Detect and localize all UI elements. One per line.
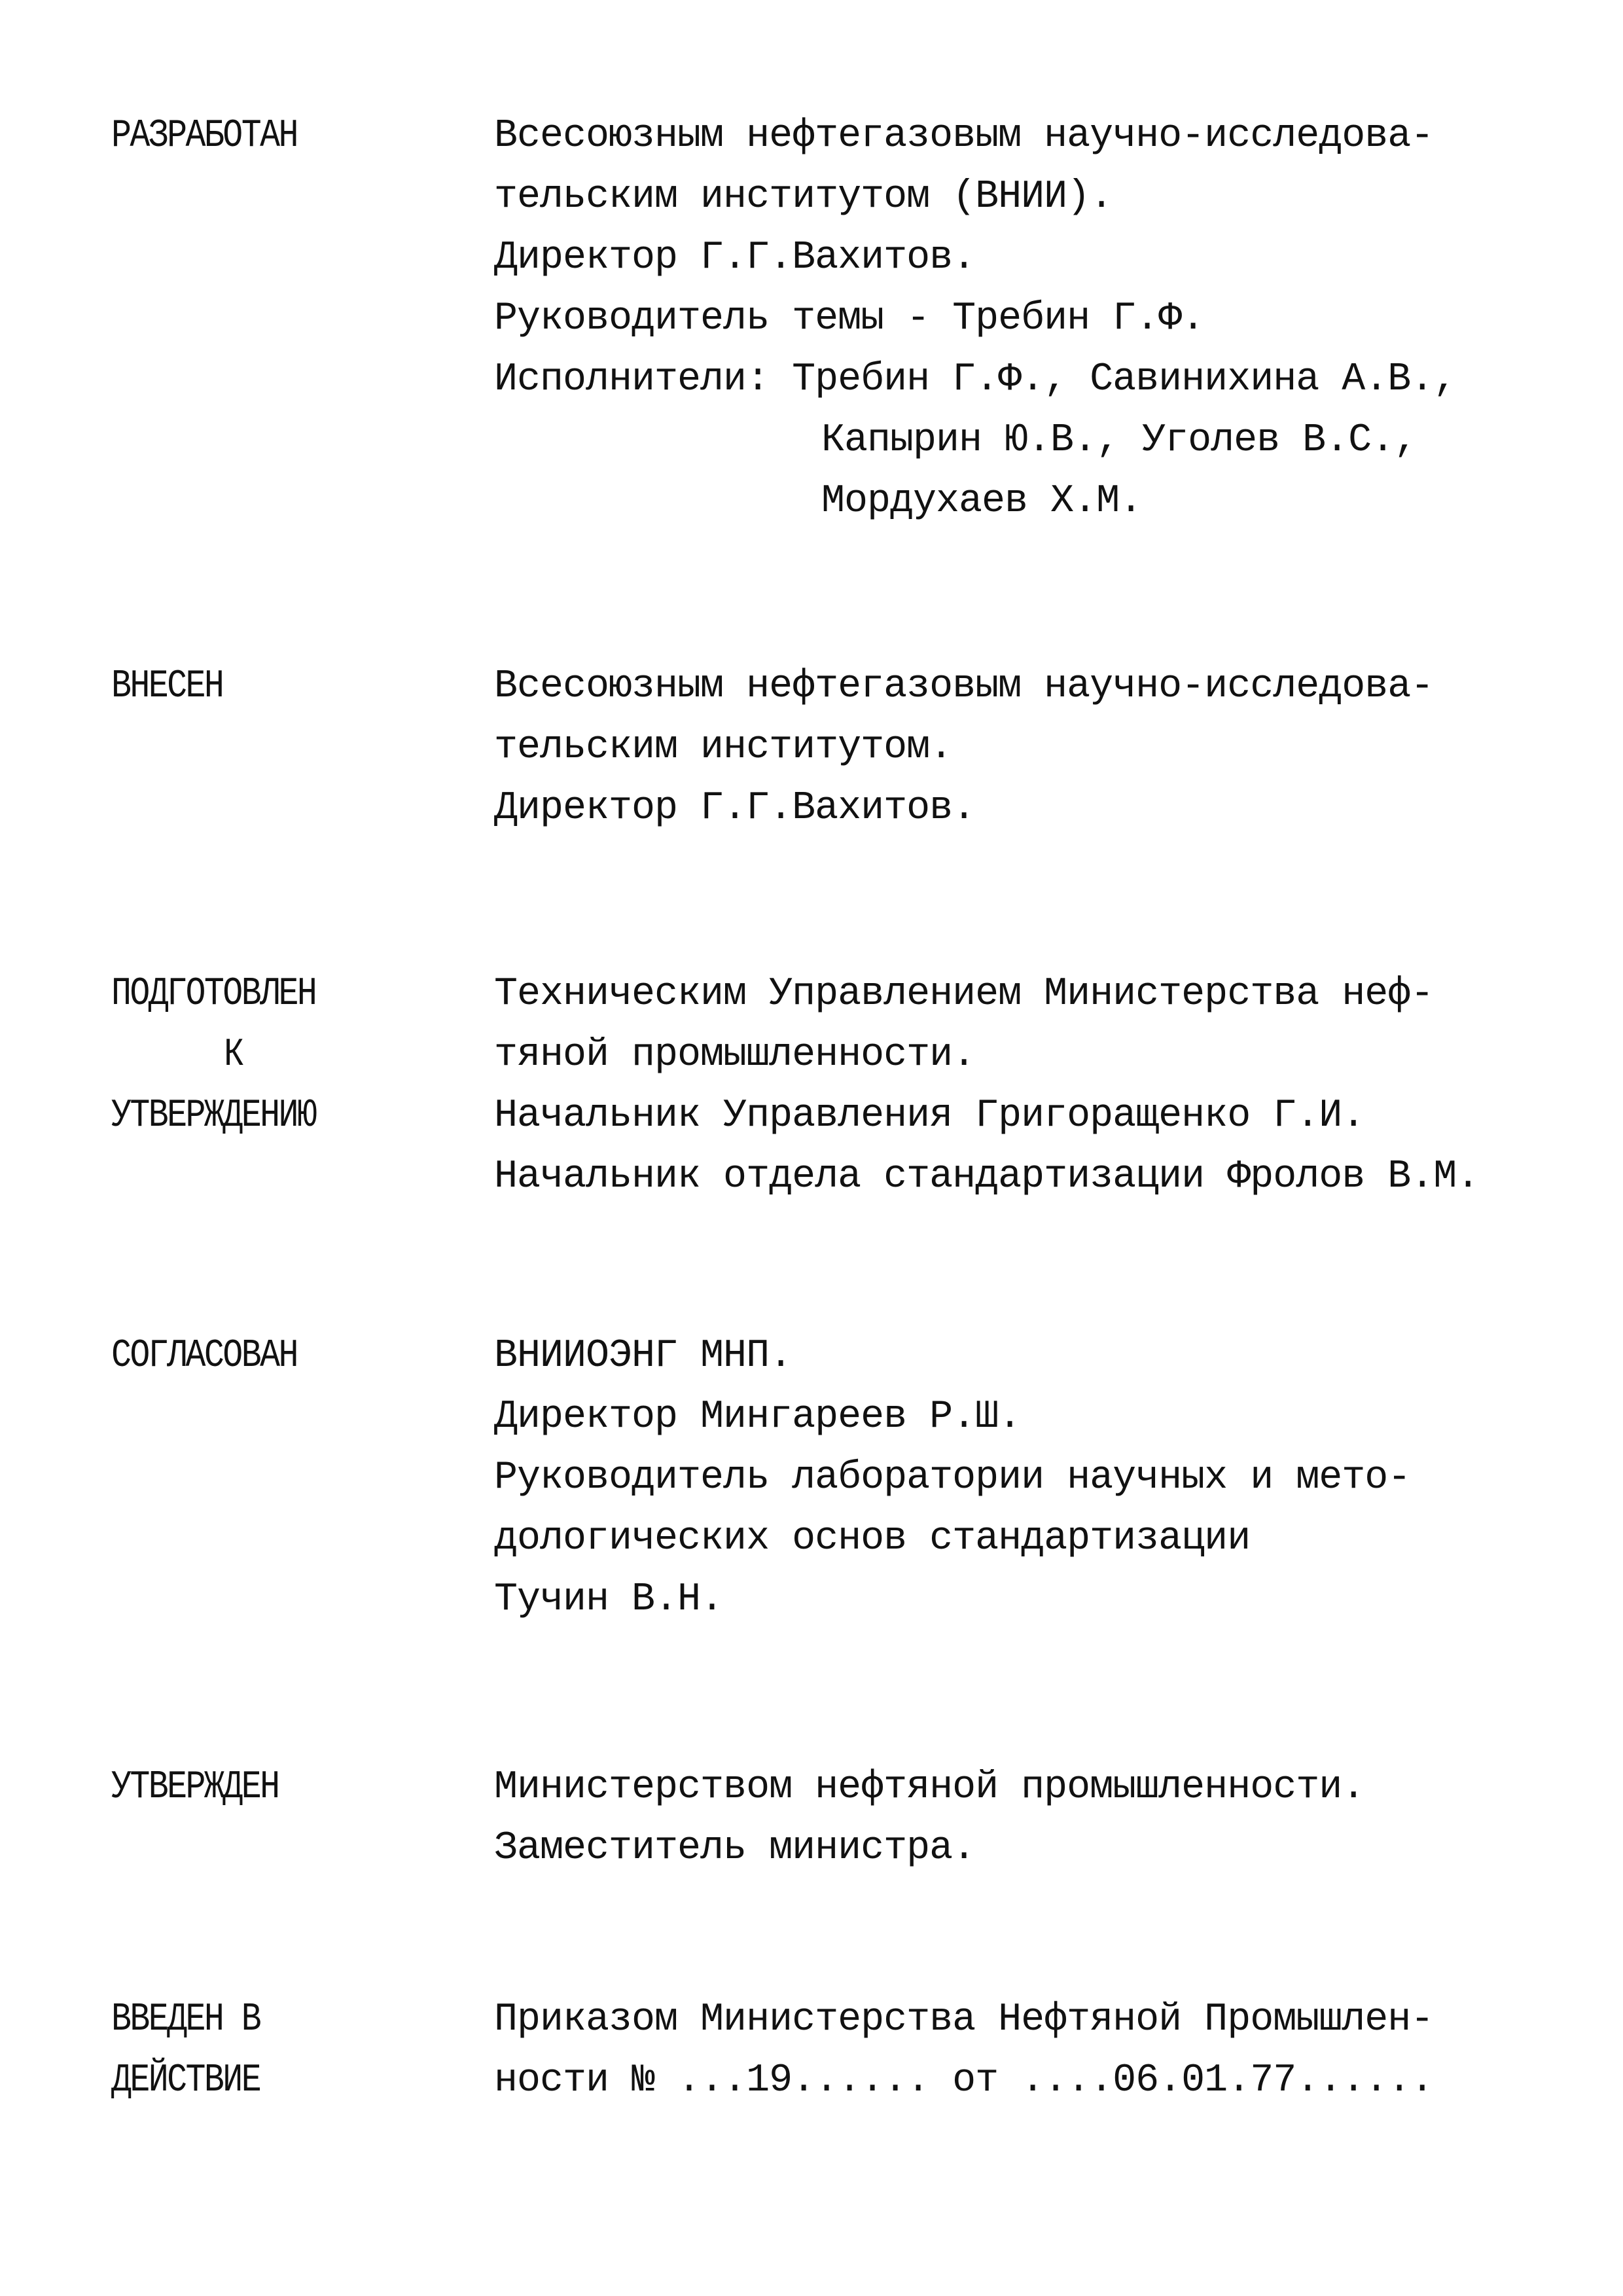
section-content — [494, 964, 1623, 1208]
section-content — [494, 106, 1623, 532]
section-content — [494, 1757, 1623, 1879]
label-line: УТВЕРЖДЕН — [111, 1765, 279, 1810]
section-label — [111, 106, 427, 167]
section-label — [111, 964, 427, 1147]
content-line: тельским институтом. — [494, 725, 953, 770]
content-line: Руководитель лаборатории научных и мето- — [494, 1456, 1411, 1500]
label-line: УТВЕРЖДЕНИЮ — [111, 1094, 316, 1138]
content-line: Тучин В.Н. — [494, 1577, 724, 1622]
section-label — [111, 1757, 427, 1818]
content-line: дологических основ стандартизации — [494, 1516, 1251, 1561]
content-line: Капырин Ю.В., Уголев В.С., — [821, 418, 1418, 463]
label-line: К — [224, 1033, 243, 1077]
content-line: ности № ...19...... от ....06.01.77...... — [494, 2058, 1434, 2103]
content-line: Министерством нефтяной промышленности. — [494, 1765, 1365, 1810]
content-line: Мордухаев Х.М. — [821, 479, 1143, 524]
label-line: СОГЛАСОВАН — [111, 1334, 297, 1378]
content-line: Заместитель министра. — [494, 1826, 976, 1871]
content-line: Всесоюзным нефтегазовым научно-исследова- — [494, 664, 1434, 709]
content-line: Начальник отдела стандартизации Фролов В.М. — [494, 1155, 1480, 1199]
label-line: ВНЕСЕН — [111, 664, 223, 709]
label-line: ДЕЙСТВИЕ — [111, 2058, 260, 2103]
content-line: Директор Мингареев Р.Ш. — [494, 1395, 1022, 1439]
content-line: Руководитель темы - Требин Г.Ф. — [494, 296, 1205, 341]
section-content — [494, 1326, 1623, 1630]
content-line: Директор Г.Г.Вахитов. — [494, 786, 976, 831]
content-line: Исполнители: Требин Г.Ф., Савинихина А.В., — [494, 357, 1457, 402]
section-content — [494, 1990, 1623, 2111]
content-line: тяной промышленности. — [494, 1033, 976, 1077]
content-line: Директор Г.Г.Вахитов. — [494, 236, 976, 280]
label-line: ВВЕДЕН В — [111, 1998, 260, 2042]
section-content — [494, 656, 1623, 839]
section-label — [111, 1326, 427, 1387]
content-line: Начальник Управления Григоращенко Г.И. — [494, 1094, 1365, 1138]
content-line: ВНИИОЭНГ МНП. — [494, 1334, 793, 1378]
section-label — [111, 1990, 427, 2111]
label-line: РАЗРАБОТАН — [111, 114, 297, 158]
content-line: Всесоюзным нефтегазовым научно-исследова- — [494, 114, 1434, 158]
content-line: тельским институтом (ВНИИ). — [494, 175, 1113, 219]
content-line: Приказом Министерства Нефтяной Промышлен- — [494, 1998, 1434, 2042]
label-line: ПОДГОТОВЛЕН — [111, 972, 316, 1016]
content-line: Техническим Управлением Министерства неф- — [494, 972, 1434, 1016]
section-label — [111, 656, 427, 717]
